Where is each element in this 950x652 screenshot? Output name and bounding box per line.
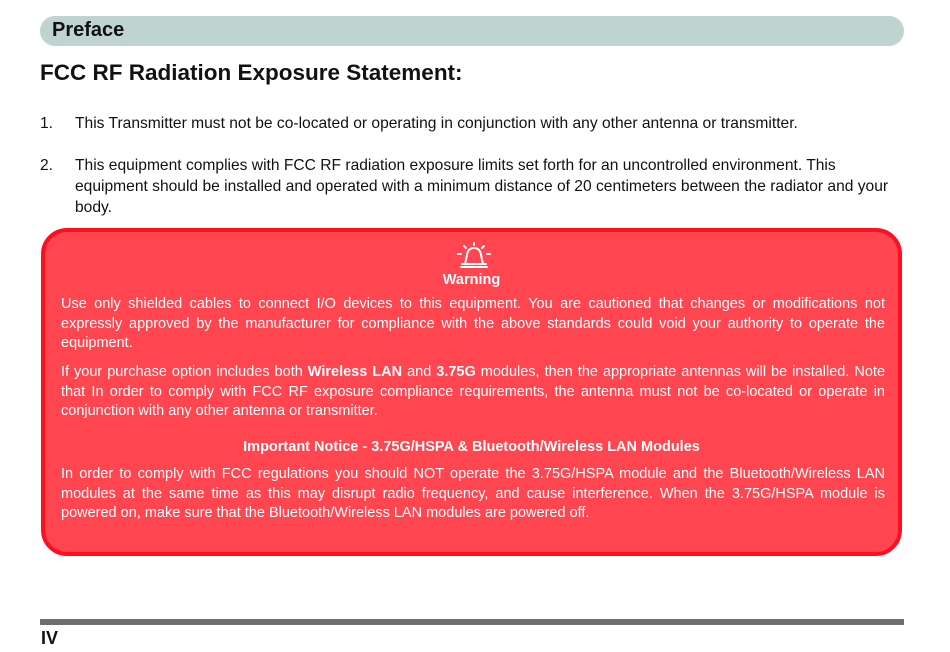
list-item: [40, 155, 908, 218]
wireless-lan-label: Wireless LAN: [307, 364, 403, 380]
list-item-number: 1.: [40, 115, 54, 132]
list-item-number: 2.: [40, 157, 54, 174]
notice-title: Important Notice - 3.75G/HSPA & Bluetooth/Wireless LAN Modules: [243, 439, 700, 455]
warning-text: and: [402, 364, 437, 380]
module-375g-label: 3.75G: [436, 364, 476, 380]
notice-paragraph: In order to comply with FCC regulations you should NOT operate the 3.75G/HSPA module and the Bluetooth/Wireless LAN modules at the same time as this may disrupt radio frequency, and cause interference. When the 3.75G/HSPA module is powered on, make sure that the Bluetooth/Wireless LAN modules are powered off.: [61, 466, 885, 521]
page-heading: FCC RF Radiation Exposure Statement:: [40, 60, 463, 85]
warning-text: modules, then the appropriate antennas will be installed. Note that In order to comply with FCC RF exposure compliance requirements, the antenna must not be co-located or operate in conjunction with any other antenna or transmitter.: [61, 364, 886, 419]
footer-rule: [40, 619, 904, 625]
header-bar: [40, 16, 904, 46]
alarm-bell-icon: [456, 242, 492, 270]
list-item-text: This equipment complies with FCC RF radiation exposure limits set forth for an uncontrolled environment. This equipment should be installed and operated with a minimum distance of 20 centimeters between the radiator and your body.: [75, 157, 889, 216]
list-item-text: This Transmitter must not be co-located or operating in conjunction with any other antenna or transmitter.: [75, 115, 798, 132]
warning-text: If your purchase option includes both: [61, 364, 308, 380]
list-item: [40, 113, 908, 134]
page-number: IV: [41, 628, 59, 648]
section-title: Preface: [52, 19, 125, 41]
warning-title: Warning: [442, 272, 501, 288]
warning-paragraph: Use only shielded cables to connect I/O devices to this equipment. You are cautioned that changes or modifications not expressly approved by the manufacturer for compliance with the above standards could void your authority to operate the equipment.: [61, 296, 885, 351]
warning-box: [41, 228, 902, 556]
warning-paragraph: [61, 363, 885, 422]
